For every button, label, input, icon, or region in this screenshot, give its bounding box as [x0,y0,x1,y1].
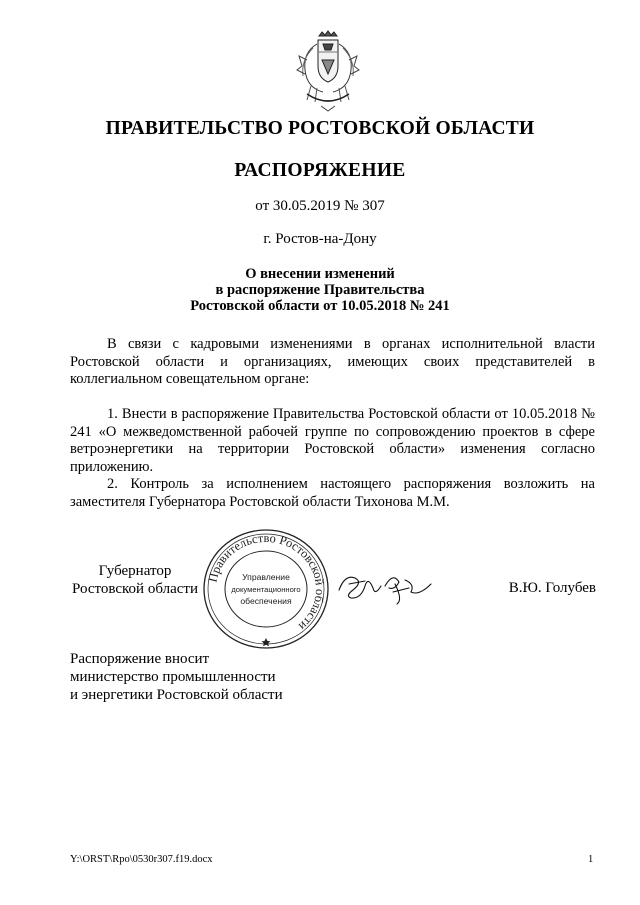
official-stamp [202,528,330,650]
subject-line: Ростовской области от 10.05.2018 № 241 [190,298,450,314]
organization-title: ПРАВИТЕЛЬСТВО РОСТОВСКОЙ ОБЛАСТИ [105,118,535,139]
page-number: 1 [588,854,594,865]
stamp-inner-line: документационного [231,585,301,594]
list-item: 2. Контроль за исполнением настоящего распоряжения возложить на заместителя Губернатора Ростовской области Тихонова М.М. [70,476,595,510]
list-item: 1. Внести в распоряжение Правительства Ростовской области от 10.05.2018 № 241 «О межведомственной рабочей группе по сопровождению проектов в сфере ветроэнергетики на территории Ростовской области» изменения согласно приложению. [70,406,595,475]
document-date-number: от 30.05.2019 № 307 [255,198,385,214]
subject-line: в распоряжение Правительства [215,282,425,298]
document-city: г. Ростов-на-Дону [263,231,377,247]
stamp-ring-text: Правительство Ростовской области [205,530,328,634]
document-subject [0,266,640,314]
stamp-inner-line: Управление [242,572,290,582]
submitter-note-line: министерство промышленности [70,669,276,685]
signatory-position-line: Губернатор [98,563,172,579]
intro-paragraph: В связи с кадровыми изменениями в органах исполнительной власти Ростовской области и организациях, имеющих своих представителей в коллегиальном совещательном органе: [70,336,595,388]
submitter-note-line: и энергетики Ростовской области [70,687,283,703]
star-icon [262,638,271,646]
stamp-inner-line: обеспечения [240,596,292,606]
signatory-name: В.Ю. Голубев [508,580,596,596]
submitter-note [70,650,283,704]
document-type: РАСПОРЯЖЕНИЕ [234,160,406,181]
subject-line: О внесении изменений [245,266,395,282]
file-path: Y:\ORST\Rpo\0530r307.f19.docx [70,854,213,865]
signatory-position-line: Ростовской области [72,581,198,597]
coat-of-arms-emblem [293,30,363,112]
submitter-note-line: Распоряжение вносит [70,651,210,667]
handwritten-signature [335,566,445,606]
signatory-position [70,562,200,598]
